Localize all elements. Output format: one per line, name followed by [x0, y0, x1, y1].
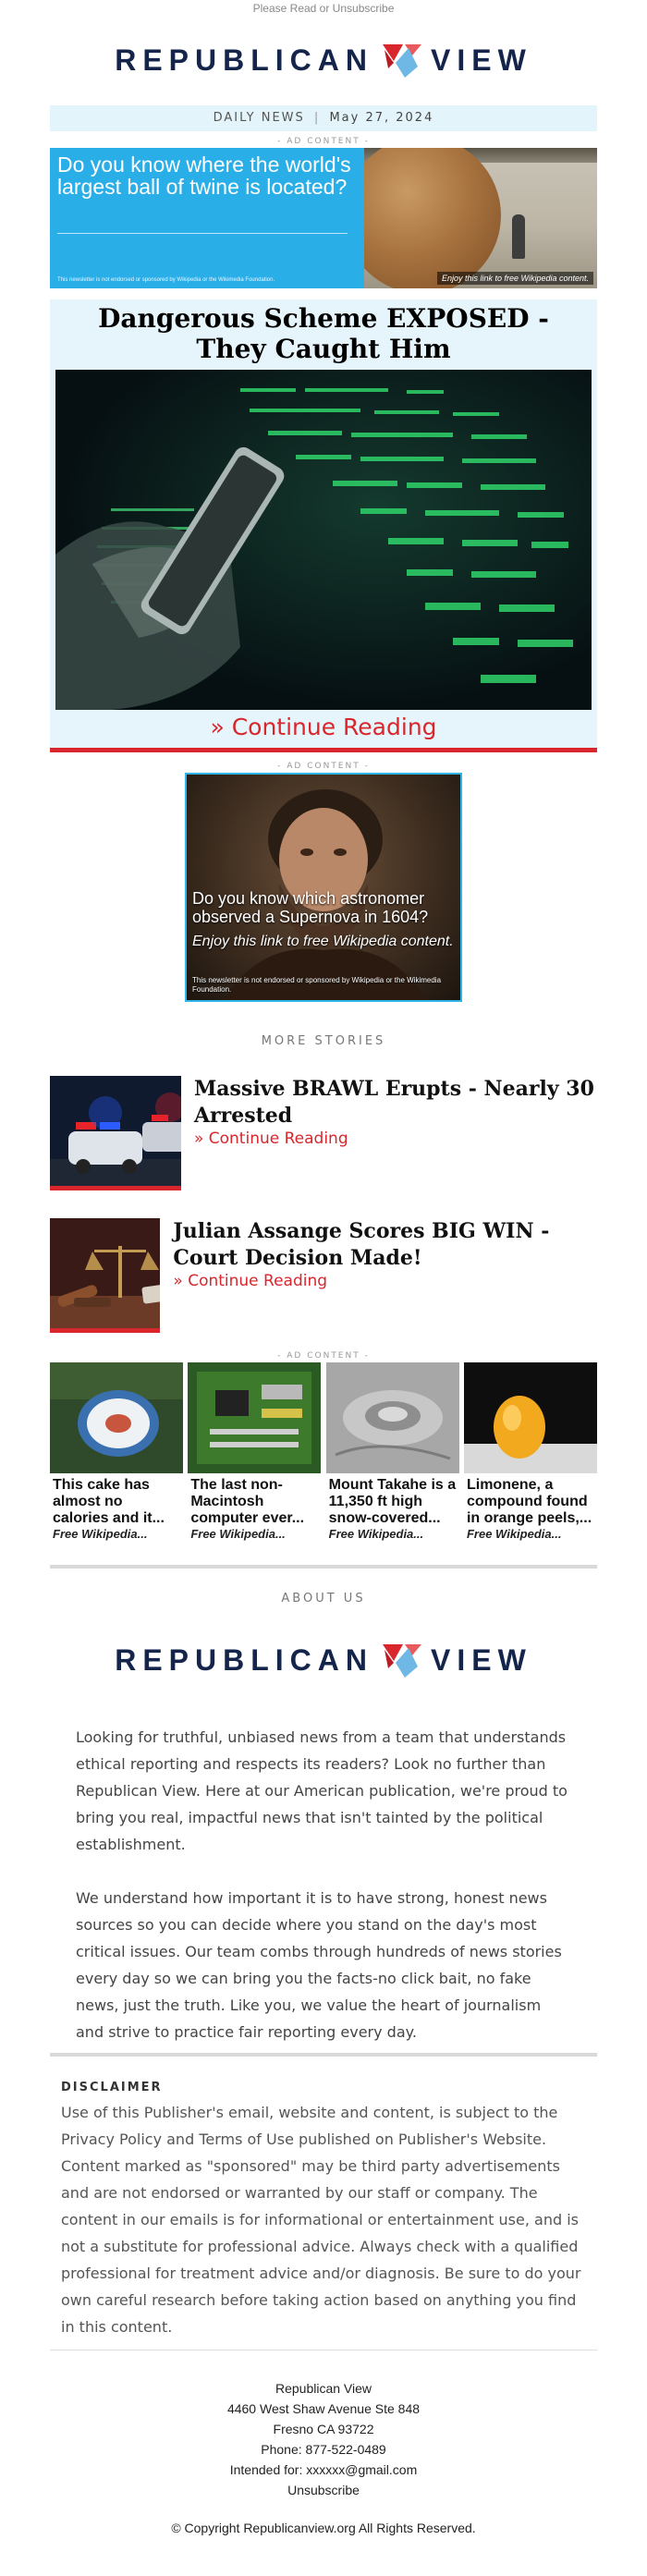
ad-grid-source: Free Wikipedia...: [53, 1527, 148, 1541]
footer-address-line-1: 4460 West Shaw Avenue Ste 848: [226, 2401, 421, 2416]
logo-text-left: REPUBLICAN: [115, 43, 373, 77]
story-item[interactable]: [50, 1076, 597, 1190]
about-paragraph-1: Looking for truthful, unbiased news from a team that understands ethical reporting and respects its readers? Look no further than Republican View. Here at our American publication, we're proud to bring you real, impactful news that isn't tainted by the political establishment.: [76, 1728, 568, 1853]
ad-banner-divider: [57, 233, 348, 234]
header-logo[interactable]: [0, 22, 647, 98]
ad-grid-image: [188, 1362, 321, 1473]
hero-red-divider: [50, 748, 597, 752]
story-headline[interactable]: Massive BRAWL Erupts - Nearly 30 Arrested: [193, 1077, 594, 1128]
hero-image[interactable]: [55, 370, 592, 710]
dateline-separator: |: [313, 111, 321, 125]
footer: [0, 2378, 647, 2500]
footer-copyright: © Copyright Republicanview.org All Rights Reserved.: [171, 2521, 476, 2535]
ad-label: - AD CONTENT -: [277, 1351, 370, 1361]
ad-astronomer-question: Do you know which astronomer observed a Supernova in 1604?: [192, 889, 429, 926]
ad-astronomer-subline: Enjoy this link to free Wikipedia content.: [192, 934, 454, 949]
police-cars-image: [50, 1076, 181, 1190]
ad-grid-title: Mount Takahe is a 11,350 ft high snow-covered...: [328, 1477, 457, 1526]
ad-banner-twine[interactable]: [50, 148, 597, 288]
ad-photo-twine-ball: [364, 148, 501, 288]
preheader-link[interactable]: Please Read or Unsubscribe: [252, 2, 395, 15]
hero-story: [50, 299, 597, 748]
dateline-date: May 27, 2024: [329, 111, 434, 125]
footer-intended-for: Intended for: xxxxxx@gmail.com: [229, 2462, 418, 2477]
ad-grid-image: [464, 1362, 597, 1473]
story-thumbnail-police[interactable]: [50, 1076, 181, 1190]
ad-grid-source: Free Wikipedia...: [190, 1527, 286, 1541]
logo-emblem-icon: [381, 41, 423, 79]
story-thumbnail-red-bar: [50, 1328, 160, 1333]
disclaimer-text: Use of this Publisher's email, website and content, is subject to the Privacy Policy and Terms of Use published on Publisher's Website. Content marked as "sponsored" may be third party advertisements and are not endorsed or warranted by our staff or company. The content in our emails is for informational or entertainment use, and is not a substitute for professional advice. Always check with a qualified professional for treatment advice and/or diagnosis. Be sure to do your own careful research before taking action based on anything you find in this content.: [61, 2104, 581, 2336]
dateline-label: DAILY NEWS: [213, 111, 305, 125]
footer-company: Republican View: [275, 2381, 372, 2396]
ad-grid-item-computer[interactable]: [188, 1362, 321, 1541]
dateline: [50, 105, 597, 131]
disclaimer-section: [50, 2077, 597, 2340]
ad-banner-fine-print: This newsletter is not endorsed or sponsored by Wikipedia or the Wikimedia Foundation.: [57, 277, 275, 283]
ad-grid-source: Free Wikipedia...: [328, 1527, 424, 1541]
about-title: ABOUT US: [281, 1592, 366, 1605]
disclaimer-title: DISCLAIMER: [61, 2081, 163, 2094]
story-thumbnail-court[interactable]: [50, 1218, 160, 1333]
footer-address-line-2: Fresno CA 93722: [273, 2422, 374, 2436]
story-thumbnail-red-bar: [50, 1186, 181, 1190]
ad-label: - AD CONTENT -: [277, 762, 370, 771]
ad-grid-item-mountain[interactable]: [326, 1362, 459, 1541]
story-headline[interactable]: Julian Assange Scores BIG WIN - Court Decision Made!: [173, 1219, 550, 1270]
ad-photo-person: [512, 214, 525, 259]
ad-label: - AD CONTENT -: [277, 137, 370, 146]
ad-grid-image: [50, 1362, 183, 1473]
ad-astronomer-portrait: [187, 775, 460, 1000]
ad-banner-text-panel: [50, 148, 364, 288]
about-paragraph-2: We understand how important it is to have strong, honest news sources so you can decide where you stand on the day's most critical issues. Our team combs through hundreds of news stories every day so we can bring you the facts-no click bait, no fake news, just the truth. Like you, we value the heart of journalism and strive to practice fair reporting every day.: [76, 1889, 562, 2041]
more-stories-title: MORE STORIES: [261, 1034, 386, 1048]
ad-grid-source: Free Wikipedia...: [466, 1527, 562, 1541]
hero-headline[interactable]: Dangerous Scheme EXPOSED - They Caught Him: [98, 303, 549, 364]
hero-continue-link[interactable]: » Continue Reading: [210, 714, 437, 740]
ad-grid-title: The last non-Macintosh computer ever...: [190, 1477, 305, 1526]
ad-grid-title: This cake has almost no calories and it...: [53, 1477, 165, 1526]
ad-grid-image: [326, 1362, 459, 1473]
footer-phone: Phone: 877-522-0489: [261, 2442, 386, 2457]
ad-grid: [50, 1362, 597, 1541]
footer-unsubscribe-link[interactable]: Unsubscribe: [287, 2483, 360, 2497]
ad-grid-item-cake[interactable]: [50, 1362, 183, 1541]
ad-astronomer-fine-print: This newsletter is not endorsed or sponsored by Wikipedia or the Wikimedia Foundation.: [192, 976, 442, 994]
story-item[interactable]: [50, 1218, 597, 1333]
story-continue-link[interactable]: » Continue Reading: [193, 1129, 348, 1148]
ad-banner-photo: [364, 148, 597, 288]
logo-text-right: VIEW: [431, 1642, 532, 1677]
ad-banner-question: Do you know where the world's largest ball of twine is located?: [57, 153, 351, 199]
ad-astronomer[interactable]: [185, 773, 462, 1002]
about-section: [0, 1724, 647, 2045]
story-continue-link[interactable]: » Continue Reading: [173, 1272, 328, 1290]
about-logo[interactable]: [0, 1622, 647, 1698]
ad-banner-caption: Enjoy this link to free Wikipedia content.: [437, 272, 593, 285]
ad-grid-title: Limonene, a compound found in orange peels,...: [466, 1477, 592, 1526]
hero-hacker-phone-illustration: [55, 370, 592, 710]
logo-emblem-icon: [381, 1641, 423, 1679]
logo-text-left: REPUBLICAN: [115, 1642, 373, 1677]
logo-text-right: VIEW: [431, 43, 532, 77]
gavel-scales-image: [50, 1218, 160, 1333]
ad-grid-item-limonene[interactable]: [464, 1362, 597, 1541]
